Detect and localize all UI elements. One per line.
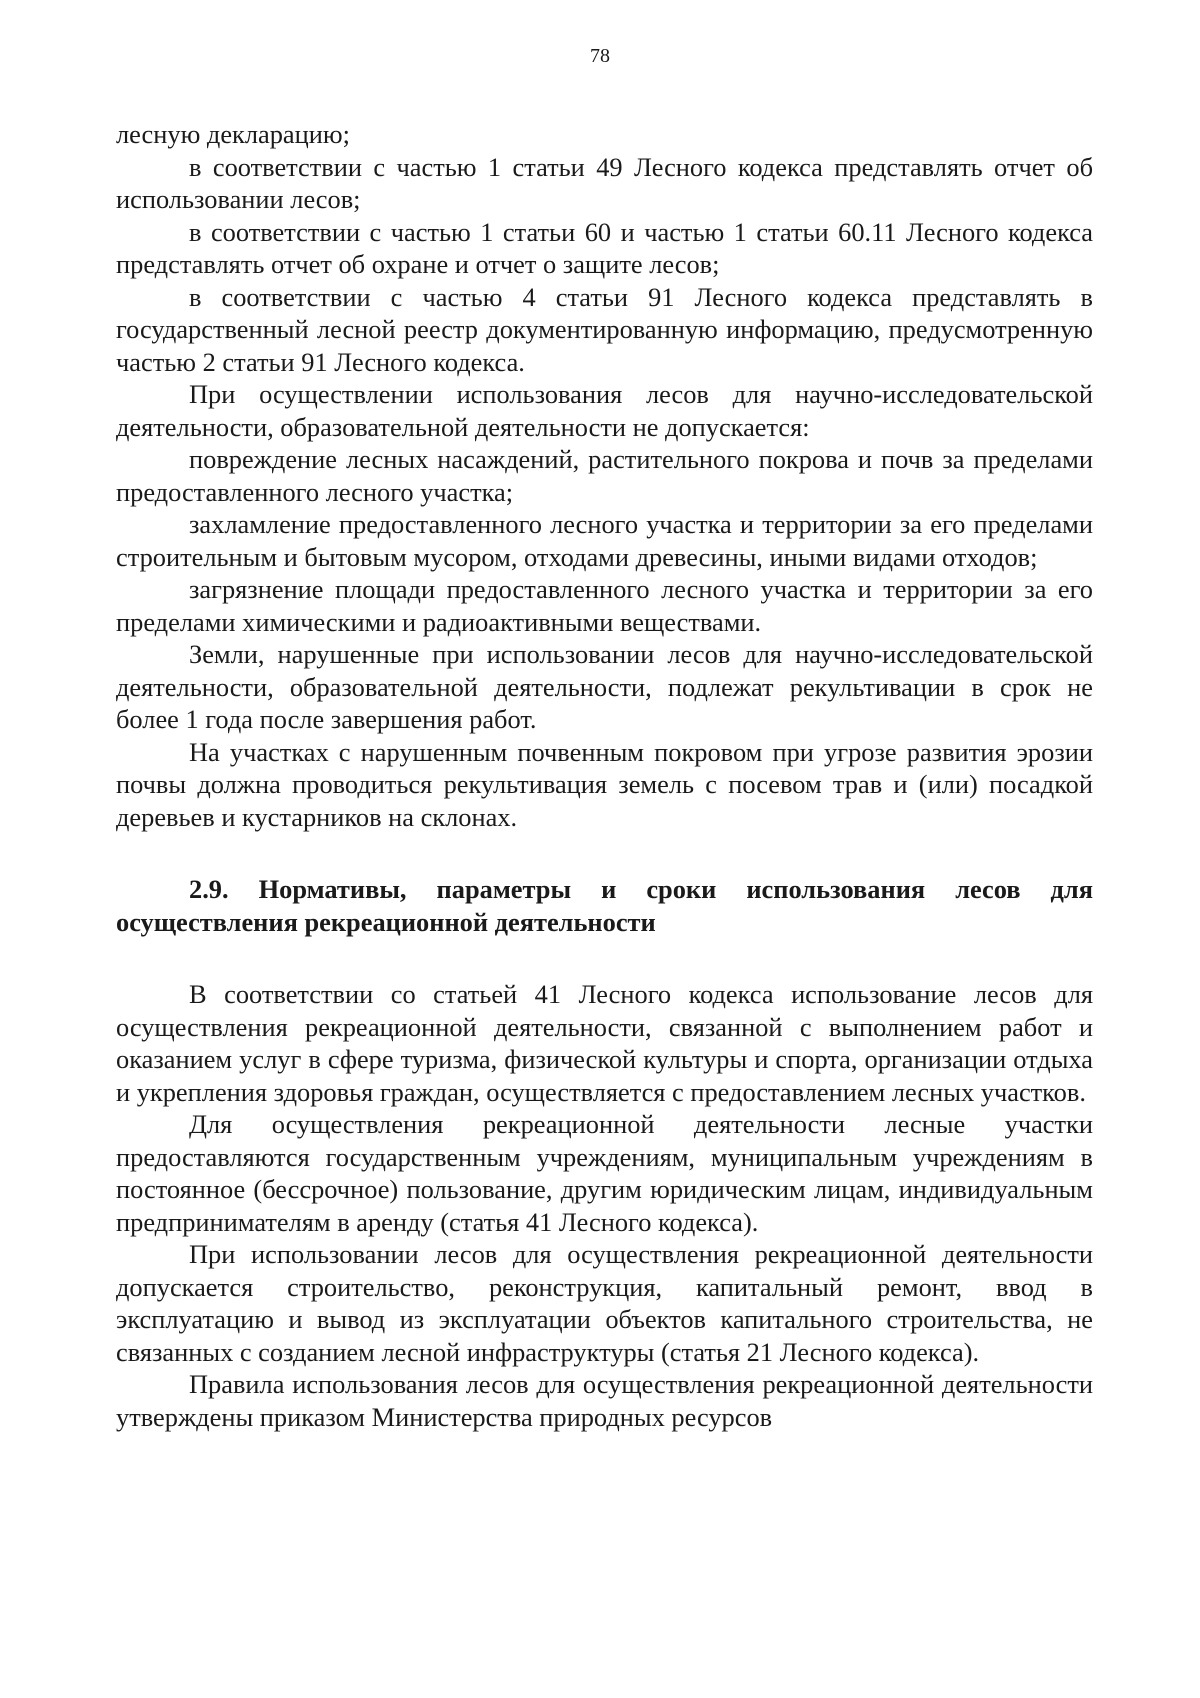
paragraph: Правила использования лесов для осуществления рекреационной деятельности утверждены приказом Министерства природных ресурсов: [116, 1369, 1093, 1432]
paragraph: загрязнение площади предоставленного лесного участка и территории за его пределами химическими и радиоактивными веществами.: [116, 574, 1093, 637]
paragraph: На участках с нарушенным почвенным покровом при угрозе развития эрозии почвы должна проводиться рекультивация земель с посевом трав и (или) посадкой деревьев и кустарников на склонах.: [116, 736, 1093, 832]
paragraph: в соответствии с частью 4 статьи 91 Лесного кодекса представлять в государственный лесной реестр документированную информацию, предусмотренную частью 2 статьи 91 Лесного кодекса.: [116, 281, 1093, 377]
paragraph: повреждение лесных насаждений, растительного покрова и почв за пределами предоставленного лесного участка;: [116, 444, 1093, 507]
paragraph: В соответствии со статьей 41 Лесного кодекса использование лесов для осуществления рекреационной деятельности, связанной с выполнением работ и оказанием услуг в сфере туризма, физической культуры и спорта, организации отдыха и укрепления здоровья граждан, осуществляется с предоставлением лесных участков.: [116, 979, 1093, 1107]
paragraph: лесную декларацию;: [116, 119, 350, 149]
paragraph: в соответствии с частью 1 статьи 60 и частью 1 статьи 60.11 Лесного кодекса представлять отчет об охране и отчет о защите лесов;: [116, 216, 1093, 279]
paragraph: При осуществлении использования лесов для научно-исследовательской деятельности, образовательной деятельности не допускается:: [116, 379, 1093, 442]
paragraph: Для осуществления рекреационной деятельности лесные участки предоставляются государственным учреждениям, муниципальным учреждениям в постоянное (бессрочное) пользование, другим юридическим лицам, индивидуальным предпринимателям в аренду (статья 41 Лесного кодекса).: [116, 1109, 1093, 1237]
paragraph: захламление предоставленного лесного участка и территории за его пределами строительным и бытовым мусором, отходами древесины, иными видами отходов;: [116, 509, 1093, 572]
paragraph: в соответствии с частью 1 статьи 49 Лесного кодекса представлять отчет об использовании лесов;: [116, 151, 1093, 214]
page-number: 78: [590, 45, 610, 67]
section-heading: 2.9. Нормативы, параметры и сроки использования лесов для осуществления рекреационной деятельности: [116, 874, 1093, 937]
paragraph: Земли, нарушенные при использовании лесов для научно-исследовательской деятельности, образовательной деятельности, подлежат рекультивации в срок не более 1 года после завершения работ.: [116, 639, 1093, 734]
paragraph: При использовании лесов для осуществления рекреационной деятельности допускается строительство, реконструкция, капитальный ремонт, ввод в эксплуатацию и вывод из эксплуатации объектов капитального строительства, не связанных с созданием лесной инфраструктуры (статья 21 Лесного кодекса).: [116, 1239, 1093, 1367]
document-body: [116, 118, 1093, 1433]
